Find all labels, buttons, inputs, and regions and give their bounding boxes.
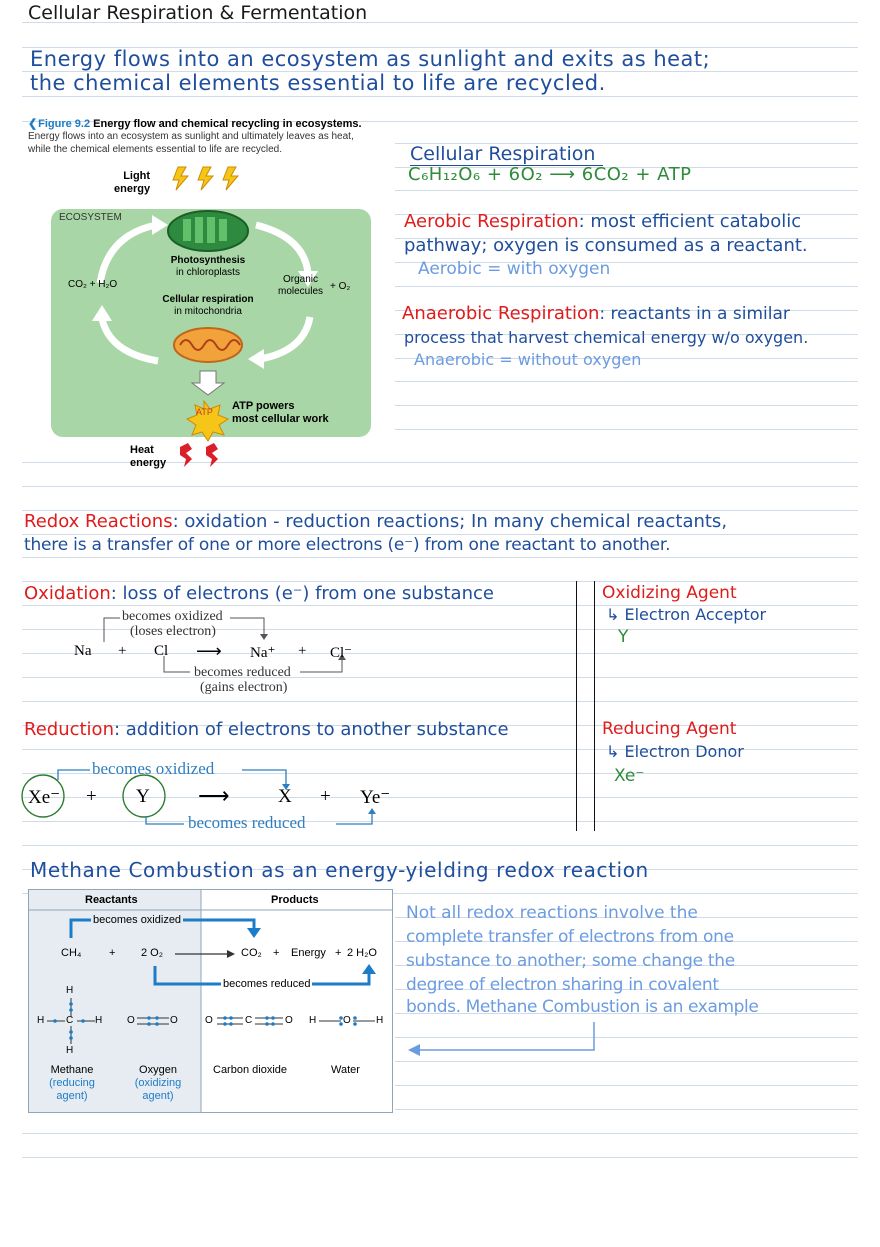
plus-sign: + bbox=[118, 643, 127, 659]
water-o: O bbox=[343, 1015, 351, 1026]
oxidizing-agent-example: Y bbox=[618, 627, 629, 647]
water-h1: H bbox=[309, 1015, 317, 1026]
redox-term: Redox Reactions bbox=[24, 511, 173, 532]
plus-sign: + bbox=[86, 786, 97, 807]
atp-label: ATP bbox=[196, 407, 213, 417]
ye-symbol: Ye⁻ bbox=[360, 787, 391, 808]
cl-minus-symbol: Cl⁻ bbox=[330, 645, 353, 661]
plus-a: + bbox=[109, 947, 116, 959]
atp-powers-label: ATP powers most cellular work bbox=[232, 400, 329, 425]
oxidized-label-2: (loses electron) bbox=[130, 624, 216, 639]
column-divider bbox=[576, 581, 577, 831]
o2-formula: 2 O₂ bbox=[141, 947, 163, 959]
reduction-definition: Reduction: addition of electrons to another substance bbox=[24, 719, 509, 740]
anaerobic-term: Anaerobic Respiration bbox=[402, 303, 600, 324]
becomes-reduced-label: becomes reduced bbox=[188, 813, 306, 832]
aerobic-term: Aerobic Respiration bbox=[404, 211, 579, 232]
plus-o2-label: + O₂ bbox=[330, 281, 351, 292]
page-title: Cellular Respiration & Fermentation bbox=[28, 2, 368, 24]
oxidation-term: Oxidation bbox=[24, 583, 111, 604]
methane-note-5: bonds. Methane Combustion is an example bbox=[406, 997, 759, 1017]
h-top: H bbox=[66, 985, 74, 996]
chloroplast-icon bbox=[168, 211, 248, 251]
co2-c: C bbox=[245, 1015, 253, 1026]
o-left: O bbox=[127, 1015, 135, 1026]
water-h2: H bbox=[376, 1015, 384, 1026]
oxidation-definition: Oxidation: loss of electrons (e⁻) from one substance bbox=[24, 583, 494, 604]
o-right: O bbox=[170, 1015, 178, 1026]
oxygen-label: Oxygen (oxidizing agent) bbox=[134, 1064, 182, 1102]
becomes-reduced-label: becomes reduced bbox=[223, 978, 311, 990]
photosynthesis-label: Photosynthesis in chloroplasts bbox=[170, 255, 246, 278]
becomes-oxidized-label: becomes oxidized bbox=[92, 759, 215, 778]
na-symbol: Na bbox=[74, 643, 92, 659]
h2o-formula: 2 H₂O bbox=[347, 947, 377, 959]
water-label: Water bbox=[331, 1064, 360, 1076]
h-right: H bbox=[95, 1015, 103, 1026]
y-symbol: Y bbox=[136, 786, 150, 807]
h-bottom: H bbox=[66, 1045, 74, 1056]
anaerobic-definition-line-1: Anaerobic Respiration: reactants in a similar bbox=[402, 303, 790, 324]
methane-label: Methane (reducing agent) bbox=[49, 1064, 95, 1102]
ecosystem-label: ECOSYSTEM bbox=[59, 212, 122, 223]
redox-definition-line-1: Redox Reactions: oxidation - reduction reactions; In many chemical reactants, bbox=[24, 511, 728, 532]
methane-note-3: substance to another; some change the bbox=[406, 951, 735, 971]
light-energy-bolts-icon bbox=[173, 167, 238, 190]
co2-o1: O bbox=[205, 1015, 213, 1026]
methane-note-4: degree of electron sharing in covalent bbox=[406, 975, 719, 995]
oxidation-diagram bbox=[60, 606, 380, 698]
c-center: C bbox=[66, 1015, 74, 1026]
reducing-agent-definition: ↳ Electron Donor bbox=[606, 742, 744, 761]
left-arrow-icon bbox=[404, 1020, 604, 1056]
reducing-agent-term: Reducing Agent bbox=[602, 719, 737, 739]
intro-line-2: the chemical elements essential to life are recycled. bbox=[30, 71, 606, 95]
anaerobic-note: Anaerobic = without oxygen bbox=[414, 350, 642, 369]
reducing-agent-example: Xe⁻ bbox=[614, 766, 645, 786]
figure-9-2 bbox=[28, 117, 388, 472]
figure-caption-line-1: Energy flows into an ecosystem as sunlight and ultimately leaves as heat, bbox=[28, 131, 354, 142]
cellular-respiration-heading: Cellular Respiration bbox=[410, 143, 603, 166]
carbon-dioxide-label: Carbon dioxide bbox=[213, 1064, 287, 1076]
methane-combustion-figure bbox=[28, 889, 393, 1113]
becomes-oxidized-label: becomes oxidized bbox=[93, 914, 182, 926]
h-left: H bbox=[37, 1015, 45, 1026]
plus-c: + bbox=[335, 947, 342, 959]
methane-heading: Methane Combustion as an energy-yielding redox reaction bbox=[30, 858, 649, 882]
mitochondrion-icon bbox=[174, 328, 242, 362]
methane-note-1: Not all redox reactions involve the bbox=[406, 903, 698, 923]
redox-definition-line-2: there is a transfer of one or more electrons (e⁻) from one reactant to another. bbox=[24, 535, 671, 555]
light-energy-label: Light energy bbox=[114, 170, 151, 195]
aerobic-note: Aerobic = with oxygen bbox=[418, 259, 611, 279]
aerobic-definition-line-2: pathway; oxygen is consumed as a reactant. bbox=[404, 235, 808, 256]
x-symbol: X bbox=[278, 786, 292, 807]
co2-formula: CO₂ bbox=[241, 947, 262, 959]
figure-caption-line-2: while the chemical elements essential to life are recycled. bbox=[28, 144, 283, 155]
oxidizing-agent-term: Oxidizing Agent bbox=[602, 583, 737, 603]
figure-caption-title: ❮ Figure 9.2 Energy flow and chemical recycling in ecosystems. bbox=[28, 118, 362, 130]
heat-energy-arrows-icon bbox=[180, 443, 218, 467]
reduced-label-2: (gains electron) bbox=[200, 680, 288, 695]
na-plus-symbol: Na⁺ bbox=[250, 645, 276, 661]
oxidizing-agent-definition: ↳ Electron Acceptor bbox=[606, 605, 767, 624]
methane-note-2: complete transfer of electrons from one bbox=[406, 927, 734, 947]
reduced-label-1: becomes reduced bbox=[194, 665, 291, 680]
co2-o2: O bbox=[285, 1015, 293, 1026]
anaerobic-definition-line-2: process that harvest chemical energy w/o oxygen. bbox=[404, 328, 809, 347]
aerobic-definition-line-1: Aerobic Respiration: most efficient catabolic bbox=[404, 211, 802, 232]
heat-energy-label: Heat energy bbox=[130, 444, 167, 469]
products-heading: Products bbox=[271, 894, 319, 906]
respiration-equation: C₆H₁₂O₆ + 6O₂ ⟶ 6CO₂ + ATP bbox=[408, 164, 692, 185]
xe-symbol: Xe⁻ bbox=[28, 787, 61, 808]
ch4-formula: CH₄ bbox=[61, 947, 82, 959]
energy-label: Energy bbox=[291, 947, 326, 959]
plus-sign-2: + bbox=[298, 643, 307, 659]
reduction-diagram bbox=[20, 756, 400, 836]
column-divider-2 bbox=[594, 581, 595, 831]
organic-molecules-label: Organic molecules bbox=[278, 274, 324, 297]
cellular-respiration-label: Cellular respiration in mitochondria bbox=[162, 294, 254, 317]
reaction-arrow: ⟶ bbox=[198, 783, 230, 808]
reaction-arrow: ⟶ bbox=[196, 641, 222, 661]
reduction-term: Reduction bbox=[24, 719, 114, 740]
intro-line-1: Energy flows into an ecosystem as sunlight and exits as heat; bbox=[30, 47, 711, 71]
plus-b: + bbox=[273, 947, 280, 959]
plus-sign-2: + bbox=[320, 786, 331, 807]
cl-symbol: Cl bbox=[154, 643, 169, 659]
reactants-heading: Reactants bbox=[85, 894, 138, 906]
co2-h2o-label: CO₂ + H₂O bbox=[68, 279, 118, 290]
oxidized-label-1: becomes oxidized bbox=[122, 609, 223, 624]
